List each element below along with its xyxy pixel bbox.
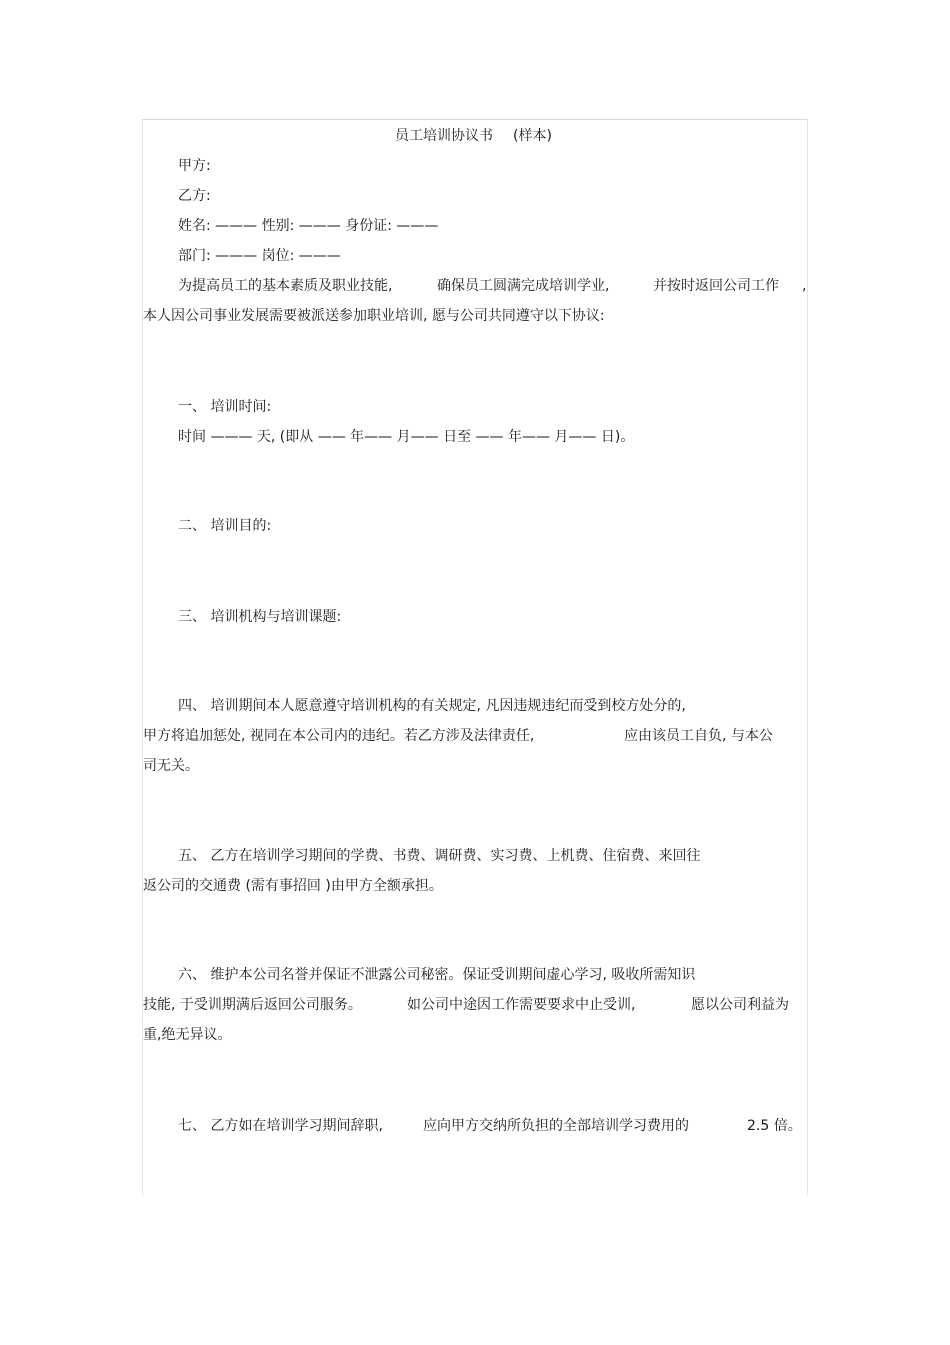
intro-line1-part3: 并按时返回公司工作 [653, 278, 779, 294]
document-title-note: (样本) [513, 128, 552, 144]
section6-line2-part3: 愿以公司利益为 [691, 997, 789, 1013]
employee-info-line2: 部门: ——— 岗位: ——— [178, 248, 341, 264]
section7-part2: 应向甲方交纳所负担的全部培训学习费用的 [423, 1118, 689, 1134]
section1-body: 时间 ——— 天, (即从 —— 年—— 月—— 日至 —— 年—— 月—— 日)。 [178, 429, 635, 445]
employee-info-line1: 姓名: ——— 性别: ——— 身份证: ——— [178, 218, 439, 234]
intro-line2: 本人因公司事业发展需要被派送参加职业培训, 愿与公司共同遵守以下协议: [143, 308, 605, 324]
section4-line2-part1: 甲方将追加惩处, 视同在本公司内的违纪。若乙方涉及法律责任, [143, 728, 535, 744]
section6-line2-part2: 如公司中途因工作需要要求中止受训, [407, 997, 636, 1013]
party-b-label: 乙方: [178, 188, 211, 204]
intro-line1-part1: 为提高员工的基本素质及职业技能, [178, 278, 393, 294]
section1-heading: 一、 培训时间: [178, 399, 272, 415]
section6-line2-part1: 技能, 于受训期满后返回公司服务。 [143, 997, 362, 1013]
section4-line3: 司无关。 [143, 758, 199, 774]
document-title: 员工培训协议书 [395, 128, 493, 144]
section4-line2-part2: 应由该员工自负, 与本公 [624, 728, 773, 744]
intro-line1-comma: , [802, 278, 807, 294]
section4-line1: 四、 培训期间本人愿意遵守培训机构的有关规定, 凡因违规违纪而受到校方处分的, [178, 698, 686, 714]
party-a-label: 甲方: [178, 158, 211, 174]
section6-line3: 重,绝无异议。 [143, 1027, 232, 1043]
section2-heading: 二、 培训目的: [178, 518, 272, 534]
section7-part1: 七、 乙方如在培训学习期间辞职, [178, 1118, 383, 1134]
section5-line1: 五、 乙方在培训学习期间的学费、书费、调研费、实习费、上机费、住宿费、来回往 [178, 848, 701, 864]
section7-part3: 2.5 倍。 [747, 1118, 802, 1134]
intro-line1-part2: 确保员工圆满完成培训学业, [437, 278, 610, 294]
section5-line2: 返公司的交通费 (需有事招回 )由甲方全额承担。 [143, 878, 443, 894]
section6-line1: 六、 维护本公司名誉并保证不泄露公司秘密。保证受训期间虚心学习, 吸收所需知识 [178, 967, 696, 983]
section3-heading: 三、 培训机构与培训课题: [178, 609, 342, 625]
